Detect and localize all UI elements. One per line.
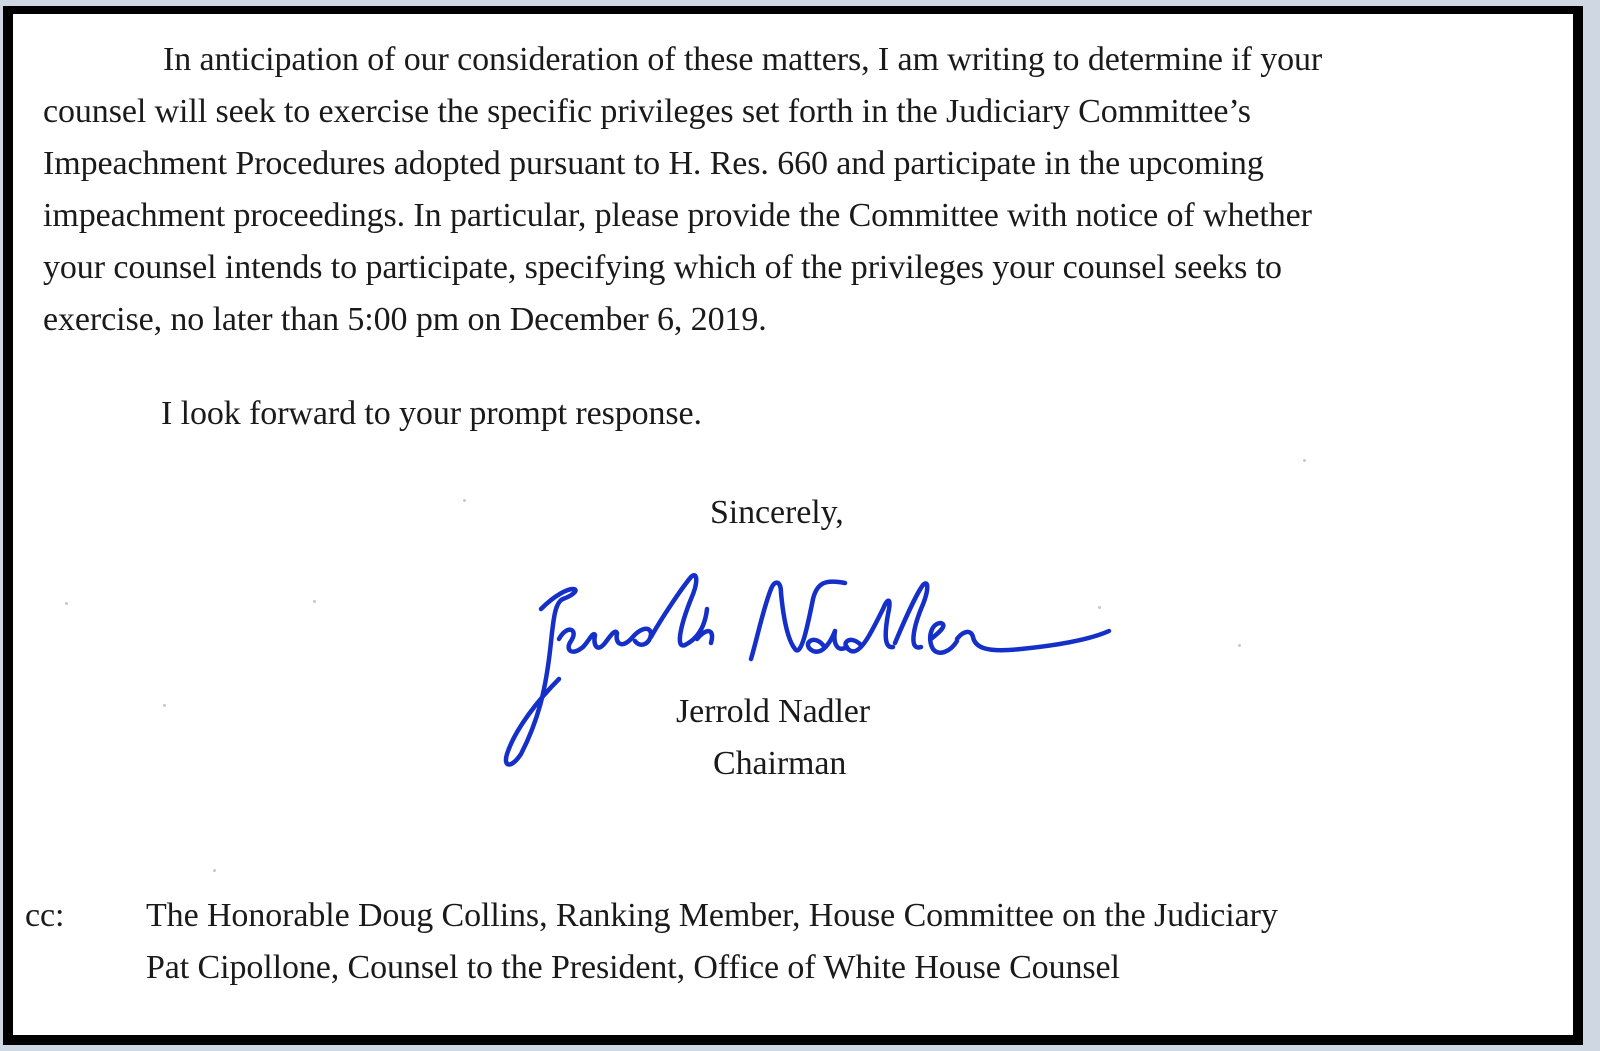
letter-page <box>3 6 1583 1045</box>
body-line: In anticipation of our consideration of these matters, I am writing to determine if your <box>163 41 1323 78</box>
cc-recipient-list <box>146 890 1278 994</box>
body-line: exercise, no later than 5:00 pm on December 6, 2019. <box>43 301 767 338</box>
scan-speck <box>463 499 466 502</box>
scan-speck <box>65 602 68 605</box>
scan-speck <box>1303 459 1306 462</box>
scan-speck <box>1098 606 1101 609</box>
body-line: your counsel intends to participate, specifying which of the privileges your counsel seeks to <box>43 249 1282 286</box>
cc-label: cc: <box>25 897 65 934</box>
cc-recipient: The Honorable Doug Collins, Ranking Member, House Committee on the Judiciary <box>146 897 1278 934</box>
valediction: Sincerely, <box>710 494 844 531</box>
signer-title: Chairman <box>713 745 847 782</box>
body-line: Impeachment Procedures adopted pursuant to H. Res. 660 and participate in the upcoming <box>43 145 1264 182</box>
scan-speck <box>163 704 166 707</box>
body-line: impeachment proceedings. In particular, please provide the Committee with notice of whether <box>43 197 1312 234</box>
closing-sentence: I look forward to your prompt response. <box>161 395 702 432</box>
scan-speck <box>213 869 216 872</box>
signer-name: Jerrold Nadler <box>676 693 871 730</box>
cc-recipient: Pat Cipollone, Counsel to the President, Office of White House Counsel <box>146 949 1120 986</box>
body-paragraph <box>43 34 1573 346</box>
scan-speck <box>313 600 316 603</box>
body-line: counsel will seek to exercise the specific privileges set forth in the Judiciary Committee’s <box>43 93 1251 130</box>
scan-speck <box>1238 644 1241 647</box>
